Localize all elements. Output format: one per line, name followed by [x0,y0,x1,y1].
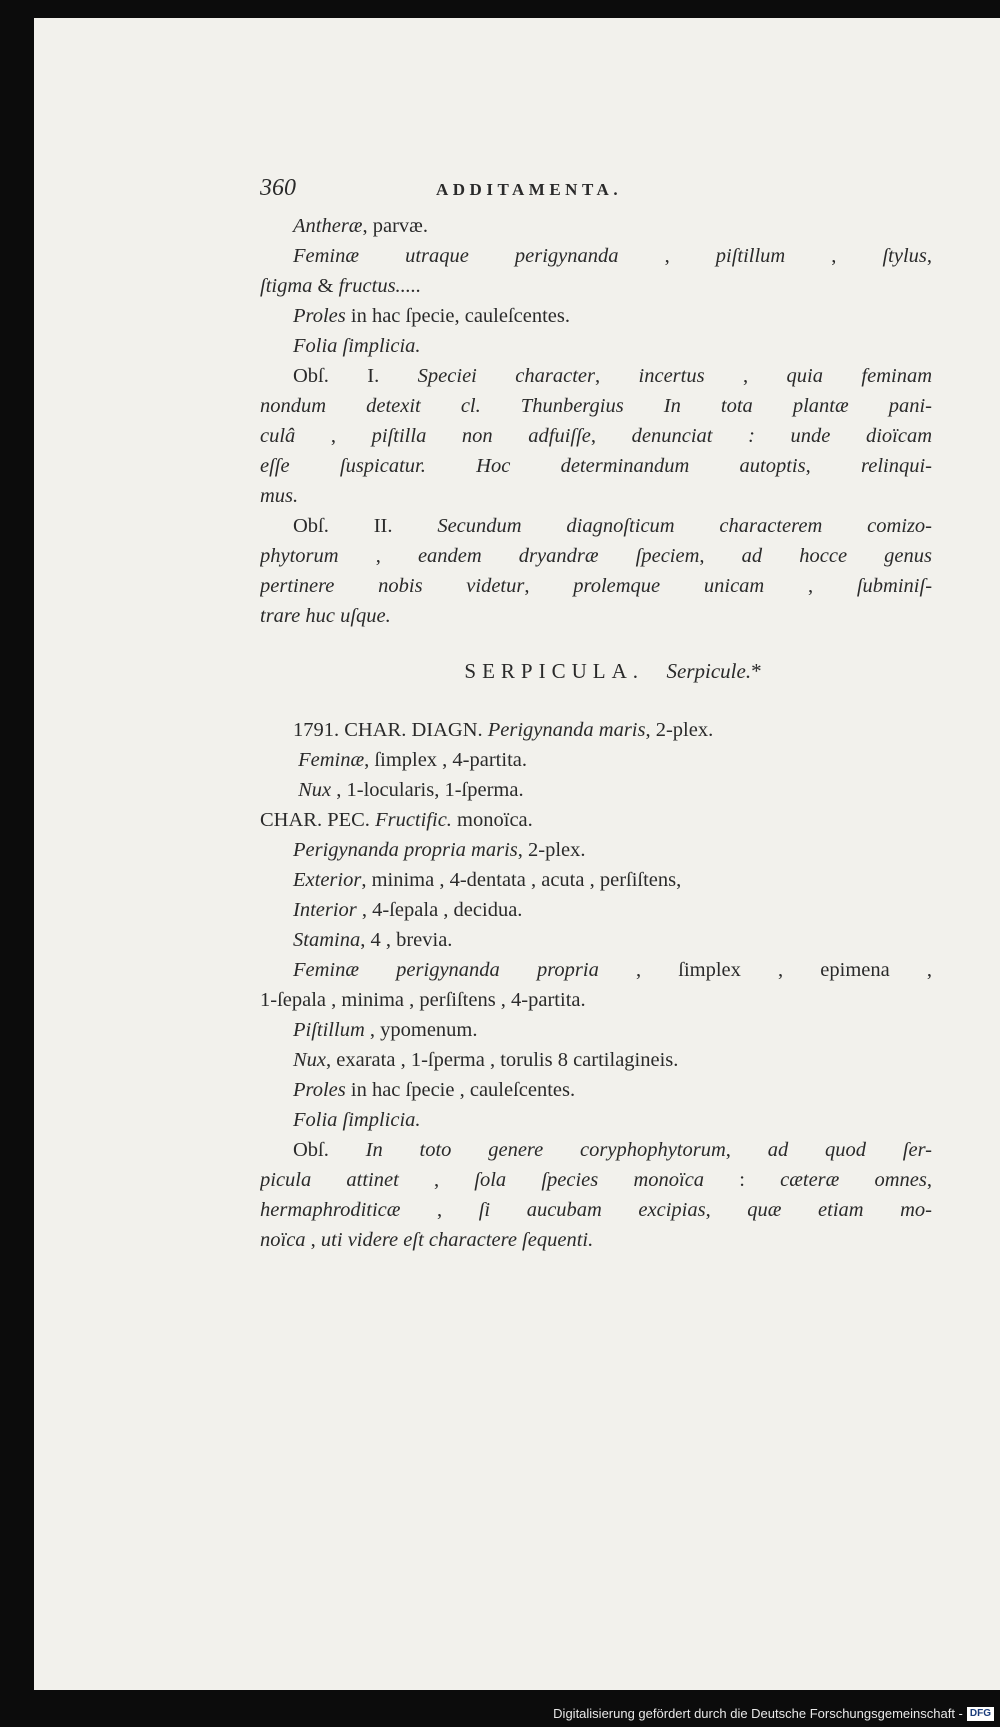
digitization-footer [553,1706,994,1721]
text-line: eſſe ſuspicatur. Hoc determinandum autoptis, relinqui- [260,455,932,477]
text-line: 1791. CHAR. DIAGN. Perigynanda maris, 2-plex. [293,719,714,741]
text-line: Folia ſimplicia. [293,1109,421,1131]
text-line: Obſ. In toto genere coryphophytorum, ad quod ſer- [293,1139,932,1161]
text-line: Nux , 1-locularis, 1-ſperma. [298,779,524,801]
text-line: culâ , piſtilla non adfuiſſe, denunciat : unde dioïcam [260,425,932,447]
text-line: Exterior, minima , 4-dentata , acuta , perſiſtens, [293,869,682,891]
dfg-logo: DFG [967,1707,994,1721]
text-line: Stamina, 4 , brevia. [293,929,453,951]
text-line: Antheræ, parvæ. [293,215,428,237]
text-line: Piſtillum , ypomenum. [293,1019,478,1041]
page-header [260,173,932,211]
text-line: Feminæ perigynanda propria , ſimplex , epimena , [293,959,932,981]
text-line: phytorum , eandem dryandræ ſpeciem, ad hocce genus [260,545,932,567]
text-line: 1-ſepala , minima , perſiſtens , 4-partita. [260,989,586,1011]
text-line: pertinere nobis videtur, prolemque unicam , ſubminiſ- [260,575,932,597]
text-line: Feminæ utraque perigynanda , piſtillum , ſtylus, [293,245,932,267]
text-line: picula attinet , ſola ſpecies monoïca : cæteræ omnes, [260,1169,932,1191]
text-line: Interior , 4-ſepala , decidua. [293,899,523,921]
text-line: noïca , uti videre eſt charactere ſequenti. [260,1229,594,1251]
text-line: trare huc uſque. [260,605,391,627]
text-line: CHAR. PEC. Fructific. monoïca. [260,809,533,831]
text-body [260,211,932,1255]
text-line: Proles in hac ſpecie , cauleſcentes. [293,1079,576,1101]
running-title: ADDITAMENTA. [436,180,623,199]
text-line: Perigynanda propria maris, 2-plex. [293,839,586,861]
text-line: ſtigma & fructus..... [260,275,422,297]
text-line: Obſ. II. Secundum diagnoſticum characterem comizo- [293,515,932,537]
text-line: Nux, exarata , 1-ſperma , torulis 8 cartilagineis. [293,1049,679,1071]
text-line: Feminæ, ſimplex , 4-partita. [298,749,527,771]
text-line: Folia ſimplicia. [293,335,421,357]
page-content [260,173,932,1255]
footer-text: Digitalisierung gefördert durch die Deutsche Forschungsgemeinschaft - [553,1706,963,1721]
text-line: mus. [260,485,299,507]
section-title: SERPICULA. Serpicule.* [464,659,768,683]
page-number: 360 [260,175,296,201]
text-line: nondum detexit cl. Thunbergius In tota plantæ pani- [260,395,932,417]
text-line: Proles in hac ſpecie, cauleſcentes. [293,305,571,327]
text-line: Obſ. I. Speciei character, incertus , quia feminam [293,365,932,387]
text-line: hermaphroditicæ , ſi aucubam excipias, quæ etiam mo- [260,1199,932,1221]
book-page [34,18,1000,1690]
